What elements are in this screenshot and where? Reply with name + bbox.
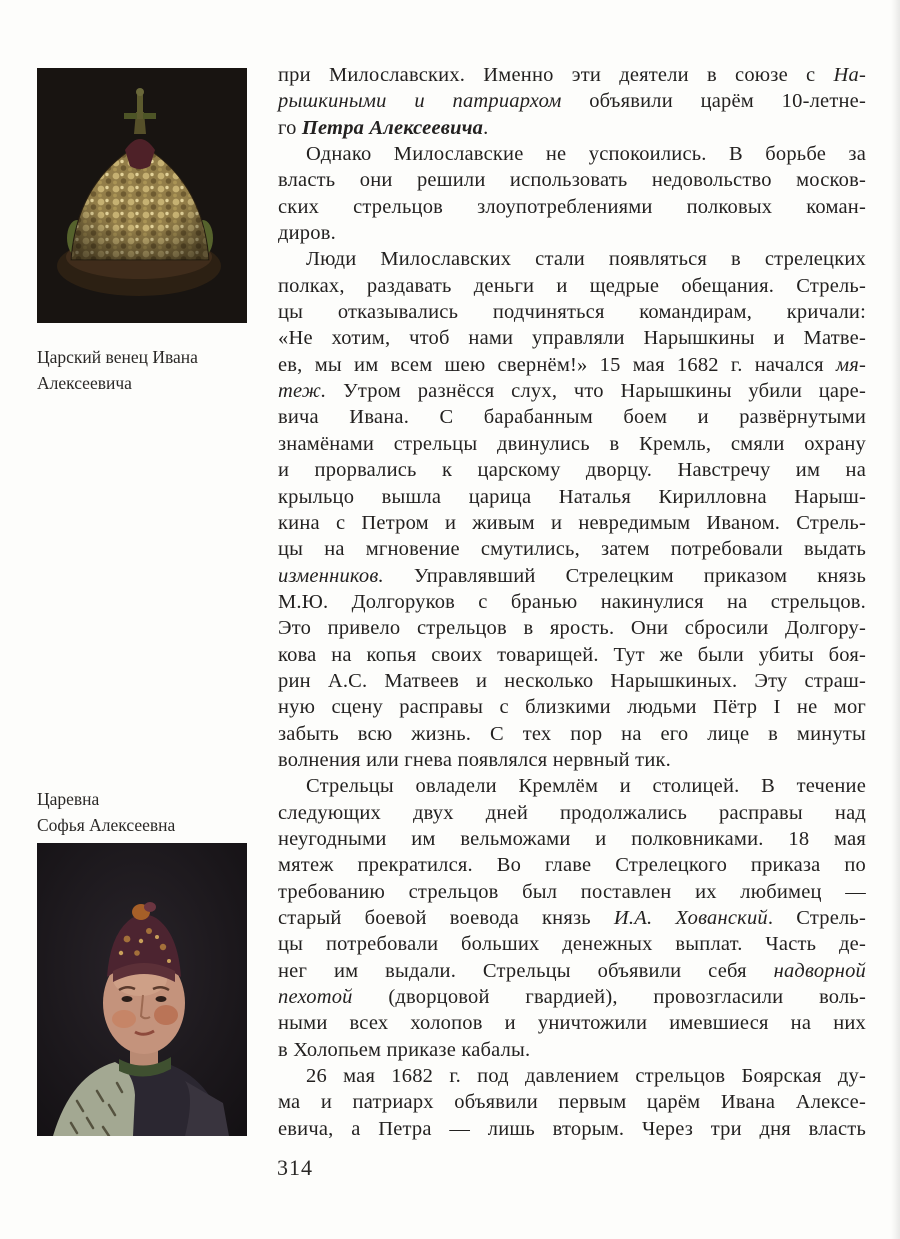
body-text — [278, 62, 866, 1142]
text-line: евича, а Петра — лишь вторым. Через три дня власть — [278, 1117, 866, 1140]
text-line: требованию стрельцов был поставлен их любимец — — [278, 880, 866, 903]
crown-photo-image — [37, 68, 247, 323]
text-line: забыть всю жизнь. С тех пор на его лице в минуты — [278, 722, 866, 745]
text-line: кова на копья своих товарищей. Тут же были убиты боя- — [278, 643, 866, 666]
text-line: 26 мая 1682 г. под давлением стрельцов Боярская ду- — [306, 1065, 866, 1088]
text-line: в Холопьем приказе кабалы. — [278, 1038, 531, 1061]
text-line: следующих двух дней продолжались расправы над — [278, 801, 866, 824]
text-line: рин А.С. Матвеев и несколько Нарышкиных. Эту страш- — [278, 669, 866, 692]
text-line: ев, мы им всем шею свернём!» 15 мая 1682 г. начался мя- — [278, 353, 866, 376]
text-line: Люди Милославских стали появляться в стрелецких — [306, 248, 866, 271]
text-line: ными всех холопов и уничтожили имевшиеся на них — [278, 1012, 866, 1035]
text-line: неугодными им вельможами и полковниками. 18 мая — [278, 827, 866, 850]
text-line: ную сцену расправы с близкими людьми Пётр I не мог — [278, 696, 866, 719]
sofia-caption — [37, 786, 252, 838]
sofia-portrait — [37, 843, 247, 1136]
text-line: ских стрельцов злоупотреблениями полковых коман- — [278, 195, 866, 218]
sofia-portrait-image — [37, 843, 247, 1136]
text-line: рышкиными и патриархом объявили царём 10-летне- — [278, 90, 866, 113]
crown-caption — [37, 344, 252, 396]
text-line: Стрельцы овладели Кремлём и столицей. В течение — [306, 775, 866, 798]
text-line: власть они решили использовать недовольство москов- — [278, 169, 866, 192]
text-line: пехотой (дворцовой гвардией), провозгласили воль- — [278, 986, 866, 1009]
text-line: вича Ивана. С барабанным боем и развёрнутыми — [278, 406, 866, 429]
sofia-caption-line1: Царевна — [37, 789, 100, 809]
crown-caption-line1: Царский венец Ивана — [37, 347, 198, 367]
text-line: ма и патриарх объявили первым царём Ивана Алексе- — [278, 1091, 866, 1114]
text-line: нег им выдали. Стрельцы объявили себя надворной — [278, 959, 866, 982]
text-line: го Петра Алексеевича. — [278, 116, 489, 139]
crown-caption-line2: Алексеевича — [37, 373, 132, 393]
text-line: цы отказывались подчиняться командирам, кричали: — [278, 301, 866, 324]
text-line: волнения или гнева появлялся нервный тик. — [278, 748, 671, 771]
page-number: 314 — [277, 1155, 313, 1180]
text-line: кина с Петром и живым и невредимым Иваном. Стрель- — [278, 511, 866, 534]
text-line: М.Ю. Долгоруков с бранью накинулися на стрельцов. — [278, 590, 866, 613]
text-line: старый боевой воевода князь И.А. Хованский. Стрель- — [278, 907, 867, 929]
text-line: «Не хотим, чтоб нами управляли Нарышкины и Матве- — [278, 327, 866, 350]
text-line: теж. Утром разнёсся слух, что Нарышкины убили царе- — [278, 380, 866, 403]
text-line: крыльцо вышла царица Наталья Кирилловна Нарыш- — [278, 485, 866, 508]
text-line: мятеж прекратился. Во главе Стрелецкого приказа по — [278, 854, 866, 877]
sofia-caption-line2: Софья Алексеевна — [37, 815, 176, 835]
text-line: цы потребовали больших денежных выплат. Часть де- — [278, 933, 866, 956]
text-line: полках, раздавать деньги и щедрые обещания. Стрель- — [278, 274, 866, 297]
text-line: знамёнами стрельцы двинулись в Кремль, смяли охрану — [278, 432, 866, 455]
page-edge-shadow — [891, 0, 900, 1239]
text-line: цы на мгновение смутились, затем потребовали выдать — [278, 538, 866, 561]
text-line: и прорвались к царскому дворцу. Навстречу им на — [278, 459, 866, 482]
text-line: Однако Милославские не успокоились. В борьбе за — [306, 143, 866, 166]
text-line: изменников. Управлявший Стрелецким приказом князь — [278, 564, 866, 587]
text-line: Это привело стрельцов в ярость. Они сбросили Долгору- — [278, 617, 866, 640]
crown-photo — [37, 68, 247, 323]
text-line: при Милославских. Именно эти деятели в союзе с На- — [278, 64, 866, 86]
text-line: диров. — [278, 222, 336, 245]
